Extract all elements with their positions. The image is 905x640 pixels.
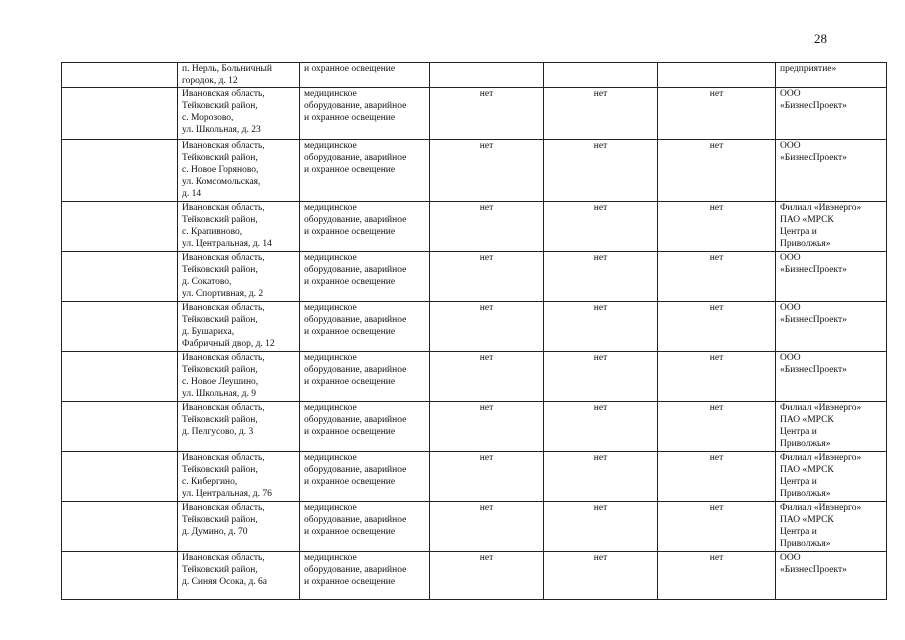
provider-cell <box>776 302 887 352</box>
value-cell: нет <box>430 140 544 202</box>
object-line: оборудование, аварийное <box>304 365 407 375</box>
value-cell: нет <box>430 88 544 140</box>
address-line: Тейковский район, <box>182 465 258 475</box>
value-cell: нет <box>658 502 776 552</box>
table-row <box>62 140 887 202</box>
address-line: Ивановская область, <box>182 403 265 413</box>
address-cell <box>178 63 300 88</box>
address-line: д. Сокатово, <box>182 277 232 287</box>
value-cell: нет <box>430 452 544 502</box>
value-cell: нет <box>430 302 544 352</box>
value-cell: нет <box>544 88 658 140</box>
value-cell: нет <box>544 502 658 552</box>
address-cell <box>178 352 300 402</box>
address-line: Тейковский район, <box>182 565 258 575</box>
object-line: оборудование, аварийное <box>304 101 407 111</box>
address-line: городок, д. 12 <box>182 76 238 86</box>
object-line: и охранное освещение <box>304 64 396 74</box>
address-cell <box>178 140 300 202</box>
table-row <box>62 452 887 502</box>
provider-line: Центра и <box>780 477 817 487</box>
address-line: с. Морозово, <box>182 113 234 123</box>
row-number-cell <box>62 63 178 88</box>
object-line: медицинское <box>304 253 357 263</box>
provider-cell <box>776 252 887 302</box>
object-line: медицинское <box>304 453 357 463</box>
provider-line: «БизнесПроект» <box>780 365 847 375</box>
row-number-cell <box>62 402 178 452</box>
object-cell <box>300 452 430 502</box>
address-line: д. Бушариха, <box>182 327 235 337</box>
object-cell <box>300 552 430 600</box>
object-line: оборудование, аварийное <box>304 215 407 225</box>
table-row <box>62 352 887 402</box>
provider-line: ООО <box>780 553 801 563</box>
provider-line: «БизнесПроект» <box>780 265 847 275</box>
provider-cell <box>776 402 887 452</box>
object-line: оборудование, аварийное <box>304 515 407 525</box>
provider-line: Центра и <box>780 427 817 437</box>
provider-line: Филиал «Ивэнерго» <box>780 453 862 463</box>
address-line: д. Синяя Осока, д. 6а <box>182 577 268 587</box>
value-cell: нет <box>658 552 776 600</box>
value-cell: нет <box>544 252 658 302</box>
row-number-cell <box>62 202 178 252</box>
object-cell <box>300 140 430 202</box>
object-line: и охранное освещение <box>304 227 396 237</box>
provider-line: ООО <box>780 141 801 151</box>
provider-line: ПАО «МРСК <box>780 215 834 225</box>
value-cell: нет <box>430 502 544 552</box>
address-line: Ивановская область, <box>182 353 265 363</box>
address-cell <box>178 302 300 352</box>
address-line: д. Пелгусово, д. 3 <box>182 427 254 437</box>
address-cell <box>178 452 300 502</box>
object-line: медицинское <box>304 403 357 413</box>
address-line: Ивановская область, <box>182 503 265 513</box>
object-line: и охранное освещение <box>304 577 396 587</box>
row-number-cell <box>62 502 178 552</box>
object-cell <box>300 202 430 252</box>
provider-cell <box>776 202 887 252</box>
object-line: и охранное освещение <box>304 427 396 437</box>
table-body <box>62 63 887 600</box>
value-cell: нет <box>658 352 776 402</box>
row-number-cell <box>62 302 178 352</box>
provider-line: Приволжья» <box>780 539 831 549</box>
provider-line: «БизнесПроект» <box>780 565 847 575</box>
value-cell: нет <box>658 252 776 302</box>
address-line: ул. Спортивная, д. 2 <box>182 289 264 299</box>
object-line: и охранное освещение <box>304 477 396 487</box>
object-cell <box>300 502 430 552</box>
provider-cell <box>776 452 887 502</box>
address-line: Тейковский район, <box>182 515 258 525</box>
address-line: Тейковский район, <box>182 153 258 163</box>
table-row <box>62 552 887 600</box>
object-line: медицинское <box>304 303 357 313</box>
address-line: с. Новое Леушино, <box>182 377 259 387</box>
address-line: ул. Центральная, д. 14 <box>182 239 272 249</box>
object-line: медицинское <box>304 503 357 513</box>
value-cell: нет <box>658 140 776 202</box>
object-line: медицинское <box>304 203 357 213</box>
object-cell <box>300 302 430 352</box>
object-cell <box>300 252 430 302</box>
object-line: медицинское <box>304 89 357 99</box>
object-line: медицинское <box>304 141 357 151</box>
value-cell: нет <box>544 402 658 452</box>
table-row <box>62 202 887 252</box>
address-line: ул. Комсомольская, <box>182 177 261 187</box>
provider-line: «БизнесПроект» <box>780 153 847 163</box>
object-line: оборудование, аварийное <box>304 415 407 425</box>
value-cell: нет <box>658 202 776 252</box>
value-cell: нет <box>430 252 544 302</box>
object-line: и охранное освещение <box>304 527 396 537</box>
table-row <box>62 302 887 352</box>
value-cell: нет <box>658 452 776 502</box>
provider-line: Приволжья» <box>780 239 831 249</box>
object-line: оборудование, аварийное <box>304 565 407 575</box>
object-line: и охранное освещение <box>304 165 396 175</box>
value-cell: нет <box>658 88 776 140</box>
row-number-cell <box>62 452 178 502</box>
address-line: д. 14 <box>182 189 202 199</box>
address-line: с. Новое Горяново, <box>182 165 259 175</box>
facilities-table <box>61 62 887 600</box>
address-line: Тейковский район, <box>182 365 258 375</box>
address-cell <box>178 252 300 302</box>
object-line: и охранное освещение <box>304 377 396 387</box>
address-cell <box>178 552 300 600</box>
table-row <box>62 88 887 140</box>
value-cell: нет <box>544 352 658 402</box>
object-line: медицинское <box>304 353 357 363</box>
value-cell <box>658 63 776 88</box>
provider-line: ООО <box>780 253 801 263</box>
address-line: Тейковский район, <box>182 215 258 225</box>
object-cell <box>300 63 430 88</box>
address-line: Ивановская область, <box>182 553 265 563</box>
object-line: и охранное освещение <box>304 327 396 337</box>
provider-line: ООО <box>780 303 801 313</box>
object-cell <box>300 352 430 402</box>
address-line: Тейковский район, <box>182 315 258 325</box>
address-line: Ивановская область, <box>182 141 265 151</box>
provider-line: Филиал «Ивэнерго» <box>780 503 862 513</box>
address-line: Ивановская область, <box>182 89 265 99</box>
provider-cell <box>776 552 887 600</box>
provider-line: Приволжья» <box>780 439 831 449</box>
provider-line: Центра и <box>780 227 817 237</box>
value-cell: нет <box>430 352 544 402</box>
address-line: ул. Школьная, д. 9 <box>182 389 256 399</box>
address-line: Ивановская область, <box>182 253 265 263</box>
address-line: Тейковский район, <box>182 415 258 425</box>
provider-line: ООО <box>780 353 801 363</box>
address-line: д. Думино, д. 70 <box>182 527 248 537</box>
address-cell <box>178 88 300 140</box>
provider-line: Филиал «Ивэнерго» <box>780 403 862 413</box>
table-row <box>62 63 887 88</box>
object-line: оборудование, аварийное <box>304 315 407 325</box>
object-line: медицинское <box>304 553 357 563</box>
address-line: Фабричный двор, д. 12 <box>182 339 275 349</box>
object-line: и охранное освещение <box>304 277 396 287</box>
row-number-cell <box>62 552 178 600</box>
address-cell <box>178 502 300 552</box>
object-cell <box>300 402 430 452</box>
provider-line: ПАО «МРСК <box>780 465 834 475</box>
value-cell: нет <box>544 302 658 352</box>
address-line: Ивановская область, <box>182 303 265 313</box>
address-cell <box>178 402 300 452</box>
provider-cell <box>776 352 887 402</box>
provider-cell <box>776 63 887 88</box>
object-cell <box>300 88 430 140</box>
provider-line: ПАО «МРСК <box>780 515 834 525</box>
provider-line: Филиал «Ивэнерго» <box>780 203 862 213</box>
row-number-cell <box>62 352 178 402</box>
provider-line: предприятие» <box>780 64 837 74</box>
value-cell: нет <box>544 202 658 252</box>
address-line: Тейковский район, <box>182 265 258 275</box>
address-line: с. Крапивново, <box>182 227 243 237</box>
row-number-cell <box>62 140 178 202</box>
address-line: Ивановская область, <box>182 453 265 463</box>
provider-line: ООО <box>780 89 801 99</box>
value-cell: нет <box>430 552 544 600</box>
row-number-cell <box>62 252 178 302</box>
value-cell <box>430 63 544 88</box>
value-cell: нет <box>544 552 658 600</box>
provider-line: Центра и <box>780 527 817 537</box>
provider-line: ПАО «МРСК <box>780 415 834 425</box>
table-row <box>62 252 887 302</box>
provider-cell <box>776 88 887 140</box>
provider-line: «БизнесПроект» <box>780 315 847 325</box>
object-line: и охранное освещение <box>304 113 396 123</box>
row-number-cell <box>62 88 178 140</box>
address-line: с. Кибергино, <box>182 477 238 487</box>
address-cell <box>178 202 300 252</box>
provider-cell <box>776 502 887 552</box>
page-number: 28 <box>814 31 827 46</box>
value-cell: нет <box>544 452 658 502</box>
address-line: ул. Школьная, д. 23 <box>182 125 261 135</box>
value-cell: нет <box>658 402 776 452</box>
value-cell: нет <box>430 202 544 252</box>
table-row <box>62 502 887 552</box>
object-line: оборудование, аварийное <box>304 465 407 475</box>
address-line: ул. Центральная, д. 76 <box>182 489 272 499</box>
table-row <box>62 402 887 452</box>
provider-line: Приволжья» <box>780 489 831 499</box>
provider-line: «БизнесПроект» <box>780 101 847 111</box>
provider-cell <box>776 140 887 202</box>
address-line: Ивановская область, <box>182 203 265 213</box>
value-cell <box>544 63 658 88</box>
value-cell: нет <box>658 302 776 352</box>
object-line: оборудование, аварийное <box>304 265 407 275</box>
value-cell: нет <box>430 402 544 452</box>
object-line: оборудование, аварийное <box>304 153 407 163</box>
value-cell: нет <box>544 140 658 202</box>
address-line: п. Нерль, Больничный <box>182 64 273 74</box>
address-line: Тейковский район, <box>182 101 258 111</box>
